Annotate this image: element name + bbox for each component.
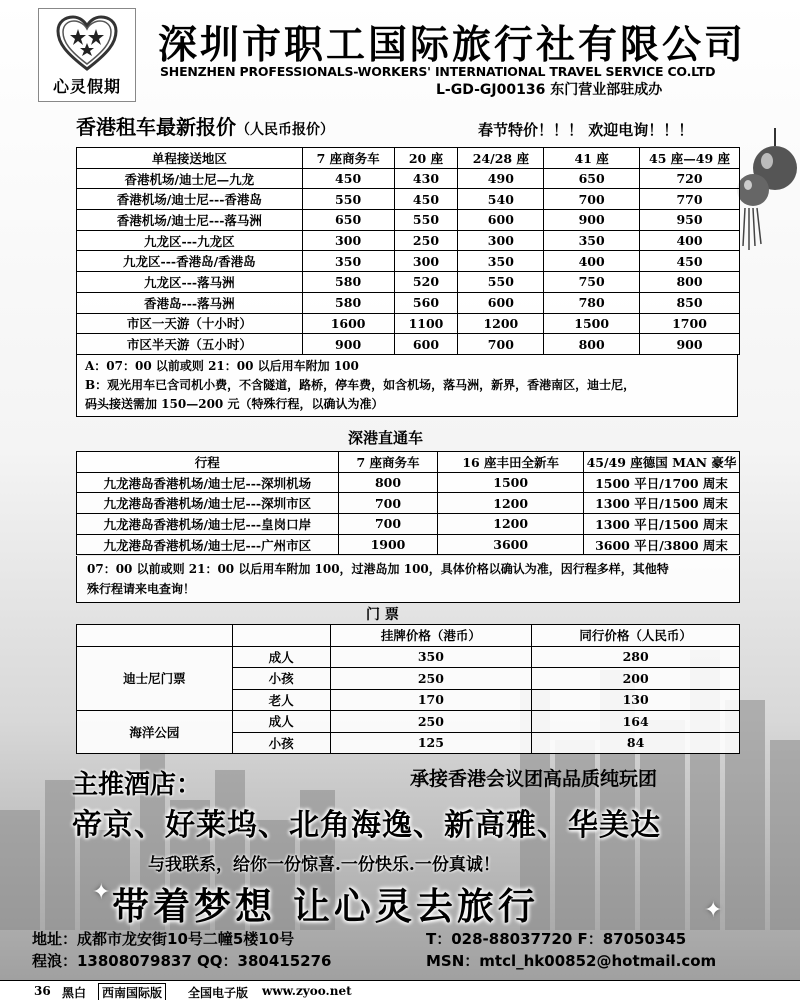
contact-cheng-qq: 程浪：13808079837 QQ：380415276: [32, 952, 332, 970]
cell: 600: [394, 334, 458, 355]
table-row: [77, 493, 740, 514]
cell: 560: [394, 292, 458, 313]
table-row: [77, 472, 740, 493]
cell: 香港机场/迪士尼---落马洲: [77, 210, 303, 231]
cell: 900: [640, 334, 740, 355]
msn-contact: MSN：mtcl_hk00852@hotmail.com: [426, 952, 717, 970]
cell: 300: [302, 230, 394, 251]
note-b-line2: 码头接送需加 150—200 元（特殊行程，以确认为准）: [85, 397, 384, 411]
cell: 280: [532, 646, 740, 668]
column-header: 16 座丰田全新车: [438, 452, 584, 473]
company-name-en: SHENZHEN PROFESSIONALS-WORKERS' INTERNATIONAL TRAVEL SERVICE CO.LTD: [160, 64, 716, 79]
table-row: [77, 189, 740, 210]
address: 地址：成都市龙安街10号二幢5楼10号: [32, 930, 295, 948]
column-header: 45 座—49 座: [640, 148, 740, 169]
column-header: 同行价格（人民币）: [532, 625, 740, 647]
cell: 1200: [438, 514, 584, 535]
brand-logo: [38, 8, 136, 102]
cell: 580: [302, 272, 394, 293]
table-row: [77, 711, 740, 733]
cell: 700: [338, 514, 438, 535]
cell: 750: [544, 272, 640, 293]
table-row: [77, 292, 740, 313]
cell: 香港机场/迪士尼—九龙: [77, 168, 303, 189]
cell: 350: [302, 251, 394, 272]
cell: 小孩: [232, 668, 330, 690]
column-header: 20 座: [394, 148, 458, 169]
cell: 84: [532, 732, 740, 754]
column-header: 45/49 座德国 MAN 豪华: [584, 452, 740, 473]
cell: 1900: [338, 534, 438, 555]
license-number: L-GD-GJ00136 东门营业部驻成办: [436, 82, 663, 98]
cell: 市区半天游（五小时）: [77, 334, 303, 355]
table-row: [77, 514, 740, 535]
cell: 小孩: [232, 732, 330, 754]
spring-festival-promo: 春节特价！！！ 欢迎电询！！！: [478, 121, 694, 139]
cell: 125: [330, 732, 532, 754]
cell: 350: [544, 230, 640, 251]
cell: 700: [458, 334, 544, 355]
cell: 300: [394, 251, 458, 272]
shuttle-title: 深港直通车: [348, 429, 424, 447]
cell: 400: [544, 251, 640, 272]
cell: 490: [458, 168, 544, 189]
cell: 950: [640, 210, 740, 231]
cell: 1300 平日/1500 周末: [584, 514, 740, 535]
table-row: [77, 210, 740, 231]
cell: 成人: [232, 711, 330, 733]
cell: 400: [640, 230, 740, 251]
rental-title: [76, 111, 334, 140]
rental-price-table: [76, 147, 740, 355]
cell: 900: [302, 334, 394, 355]
rental-subtitle: （人民币报价）: [236, 122, 334, 138]
featured-hotels: 帝京、好莱坞、北角海逸、新高雅、华美达: [72, 808, 661, 843]
cell: 550: [458, 272, 544, 293]
table-row: [77, 334, 740, 355]
company-name-cn: 深圳市职工国际旅行社有限公司: [158, 23, 747, 68]
cell: 770: [640, 189, 740, 210]
cell: 300: [458, 230, 544, 251]
cell: 250: [330, 711, 532, 733]
rental-notes: [76, 355, 738, 417]
cell: 市区一天游（十小时）: [77, 313, 303, 334]
cell: 650: [544, 168, 640, 189]
cell: 1500: [438, 472, 584, 493]
cell: 600: [458, 292, 544, 313]
cell: 1700: [640, 313, 740, 334]
column-header: 单程接送地区: [77, 148, 303, 169]
blank-cell: [77, 625, 233, 647]
cell: 430: [394, 168, 458, 189]
cell: 成人: [232, 646, 330, 668]
column-header: 7 座商务车: [338, 452, 438, 473]
cell: 九龙港岛香港机场/迪士尼---皇岗口岸: [77, 514, 339, 535]
cell: 700: [338, 493, 438, 514]
cell: 1500: [544, 313, 640, 334]
ticket-price-table: [76, 624, 740, 754]
table-row: [77, 230, 740, 251]
cell: 720: [640, 168, 740, 189]
conference-tour-text: 承接香港会议团高品质纯玩团: [410, 768, 658, 790]
cell: 1600: [302, 313, 394, 334]
shuttle-note-line2: 殊行程请来电查询！: [87, 582, 196, 596]
phone-fax: T：028-88037720 F：87050345: [426, 930, 687, 948]
slogan: 带着梦想 让心灵去旅行: [112, 885, 539, 928]
cell: 九龙区---九龙区: [77, 230, 303, 251]
edition-section: 西南国际版: [98, 983, 166, 1000]
column-header: 24/28 座: [458, 148, 544, 169]
cell: 九龙港岛香港机场/迪士尼---深圳市区: [77, 493, 339, 514]
cell: 老人: [232, 689, 330, 711]
cell: 250: [394, 230, 458, 251]
table-header-row: [77, 148, 740, 169]
rental-title-text: 香港租车最新报价: [76, 115, 236, 139]
cell: 164: [532, 711, 740, 733]
cell: 450: [302, 168, 394, 189]
cell: 550: [394, 210, 458, 231]
cell: 780: [544, 292, 640, 313]
cell: 1200: [458, 313, 544, 334]
note-b-line1: B：观光用车已含司机小费，不含隧道，路桥，停车费，如含机场，落马洲，新界，香港南区，迪士尼，: [85, 378, 636, 392]
venue-disney: 迪士尼门票: [77, 646, 233, 711]
cell: 450: [640, 251, 740, 272]
cell: 700: [544, 189, 640, 210]
cell: 520: [394, 272, 458, 293]
cell: 200: [532, 668, 740, 690]
cell: 九龙区---香港岛/香港岛: [77, 251, 303, 272]
cell: 600: [458, 210, 544, 231]
blank-cell: [232, 625, 330, 647]
cell: 九龙区---落马洲: [77, 272, 303, 293]
cell: 650: [302, 210, 394, 231]
cell: 1100: [394, 313, 458, 334]
cell: 350: [330, 646, 532, 668]
table-header-row: [77, 452, 740, 473]
shuttle-notes: [76, 556, 740, 603]
cell: 900: [544, 210, 640, 231]
logo-text: 心灵假期: [52, 77, 121, 96]
shuttle-price-table: [76, 451, 740, 555]
page-number: 36: [34, 984, 51, 998]
edition-name: 全国电子版: [188, 986, 249, 1000]
table-row: [77, 313, 740, 334]
table-row: [77, 168, 740, 189]
note-a: A：07：00 以前或则 21：00 以后用车附加 100: [85, 359, 359, 373]
table-header-row: [77, 625, 740, 647]
cell: 580: [302, 292, 394, 313]
contact-tagline: 与我联系，给你一份惊喜.一份快乐.一份真诚！: [148, 855, 500, 875]
venue-ocean-park: 海洋公园: [77, 711, 233, 754]
sparkle-icon: ✦: [92, 880, 111, 905]
tickets-title: 门 票: [366, 607, 399, 623]
page-footer: [0, 980, 800, 1000]
cell: 香港机场/迪士尼---香港岛: [77, 189, 303, 210]
cell: 1500 平日/1700 周末: [584, 472, 740, 493]
lantern-ornament-icon: [735, 128, 799, 258]
cell: 九龙港岛香港机场/迪士尼---广州市区: [77, 534, 339, 555]
cell: 800: [544, 334, 640, 355]
cell: 香港岛---落马洲: [77, 292, 303, 313]
cell: 1200: [438, 493, 584, 514]
cell: 1300 平日/1500 周末: [584, 493, 740, 514]
cell: 800: [338, 472, 438, 493]
shuttle-note-line1: 07：00 以前或则 21：00 以后用车附加 100，过港岛加 100，具体价格以确认为准，因行程多样，其他特: [87, 562, 669, 576]
cell: 250: [330, 668, 532, 690]
cell: 850: [640, 292, 740, 313]
cell: 九龙港岛香港机场/迪士尼---深圳机场: [77, 472, 339, 493]
column-header: 7 座商务车: [302, 148, 394, 169]
table-row: [77, 272, 740, 293]
cell: 170: [330, 689, 532, 711]
column-header: 行程: [77, 452, 339, 473]
print-color: 黑白: [62, 986, 87, 1000]
cell: 130: [532, 689, 740, 711]
column-header: 41 座: [544, 148, 640, 169]
table-row: [77, 251, 740, 272]
cell: 450: [394, 189, 458, 210]
column-header: 挂牌价格（港币）: [330, 625, 532, 647]
cell: 350: [458, 251, 544, 272]
cell: 3600 平日/3800 周末: [584, 534, 740, 555]
table-row: [77, 646, 740, 668]
cell: 550: [302, 189, 394, 210]
heart-stars-icon: [56, 15, 118, 73]
cell: 3600: [438, 534, 584, 555]
hotels-label: 主推酒店：: [72, 770, 203, 800]
cell: 800: [640, 272, 740, 293]
table-row: [77, 534, 740, 555]
website[interactable]: www.zyoo.net: [262, 984, 352, 998]
cell: 540: [458, 189, 544, 210]
sparkle-icon: ✦: [704, 898, 723, 923]
